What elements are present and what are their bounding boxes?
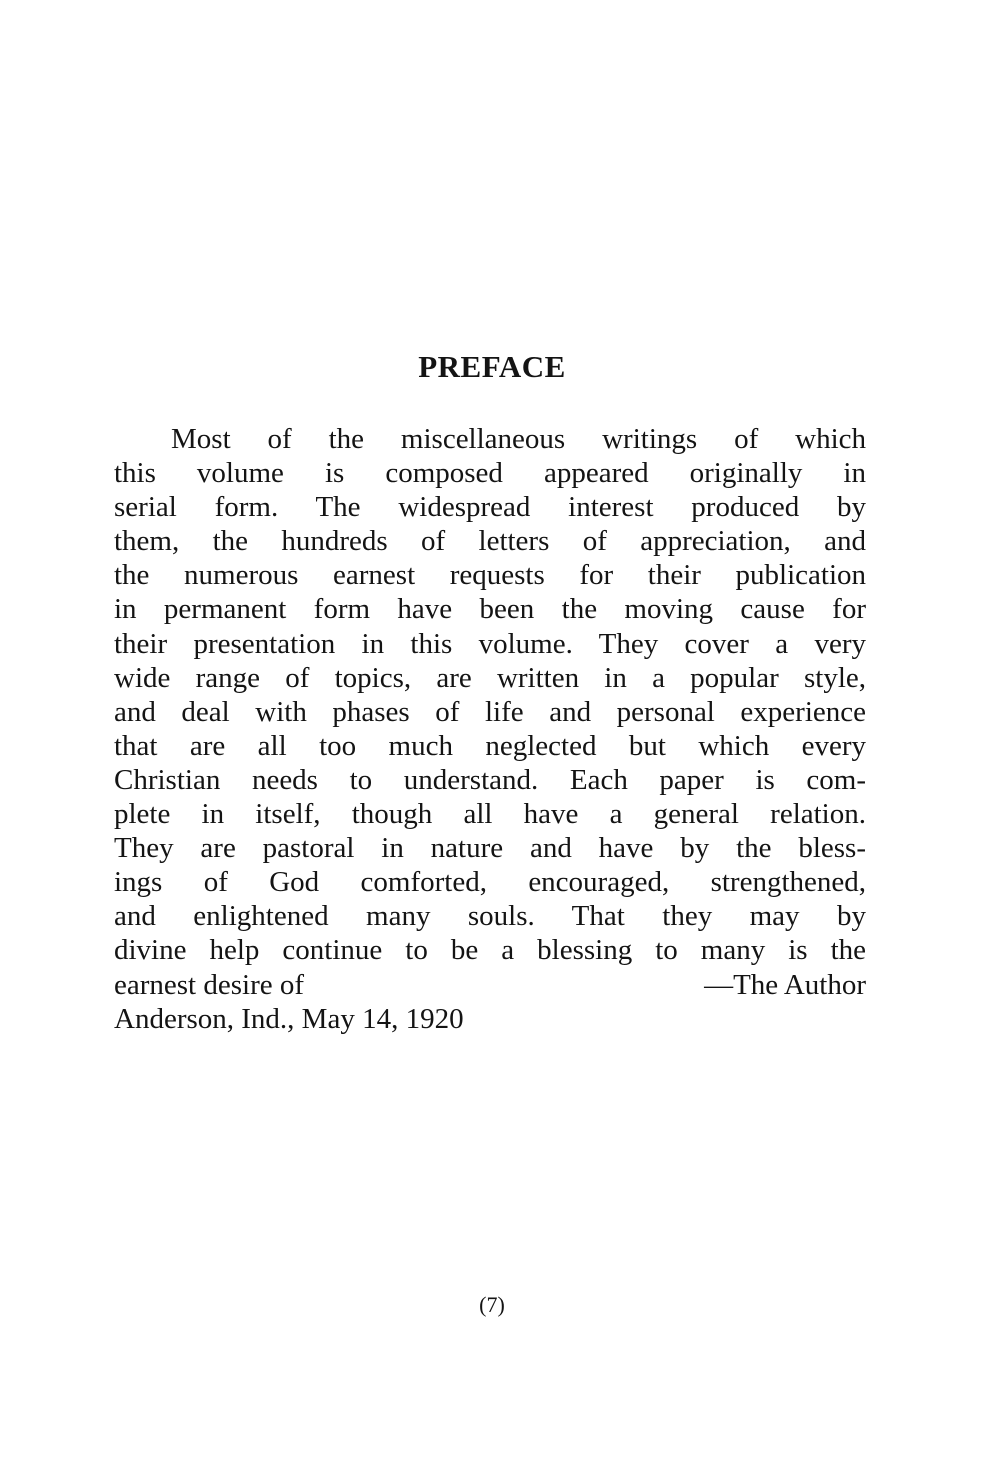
- paragraph-line: in permanent form have been the moving cause for: [114, 593, 866, 626]
- closing-text: earnest desire of: [114, 968, 305, 1001]
- paragraph-line: that are all too much neglected but which every: [114, 729, 866, 762]
- paragraph-line: the numerous earnest requests for their publication: [114, 559, 866, 592]
- paragraph-line: and enlightened many souls. That they may by: [114, 900, 866, 933]
- paragraph-line: them, the hundreds of letters of appreciation, and: [114, 525, 866, 558]
- paragraph-line: wide range of topics, are written in a popular style,: [114, 661, 866, 694]
- preface-body: [114, 422, 866, 1036]
- page-title: PREFACE: [418, 349, 566, 384]
- paragraph-line: Most of the miscellaneous writings of which: [171, 423, 866, 455]
- paragraph-line: and deal with phases of life and personal experience: [114, 695, 866, 728]
- author-signature: —The Author: [704, 968, 866, 1001]
- paragraph-line: They are pastoral in nature and have by the bless-: [114, 832, 866, 865]
- paragraph-line: plete in itself, though all have a general relation.: [114, 798, 866, 831]
- paragraph-line: ings of God comforted, encouraged, strengthened,: [114, 866, 866, 899]
- paragraph-line: their presentation in this volume. They cover a very: [114, 627, 866, 660]
- paragraph-line: divine help continue to be a blessing to many is the: [114, 934, 866, 967]
- closing-signature-row: [114, 968, 866, 1002]
- paragraph-line: serial form. The widespread interest produced by: [114, 491, 866, 524]
- paragraph-line: this volume is composed appeared originally in: [114, 457, 866, 490]
- paragraph-line: Christian needs to understand. Each paper is com-: [114, 763, 866, 796]
- page-number: (7): [479, 1292, 505, 1317]
- place-date: Anderson, Ind., May 14, 1920: [114, 1002, 464, 1035]
